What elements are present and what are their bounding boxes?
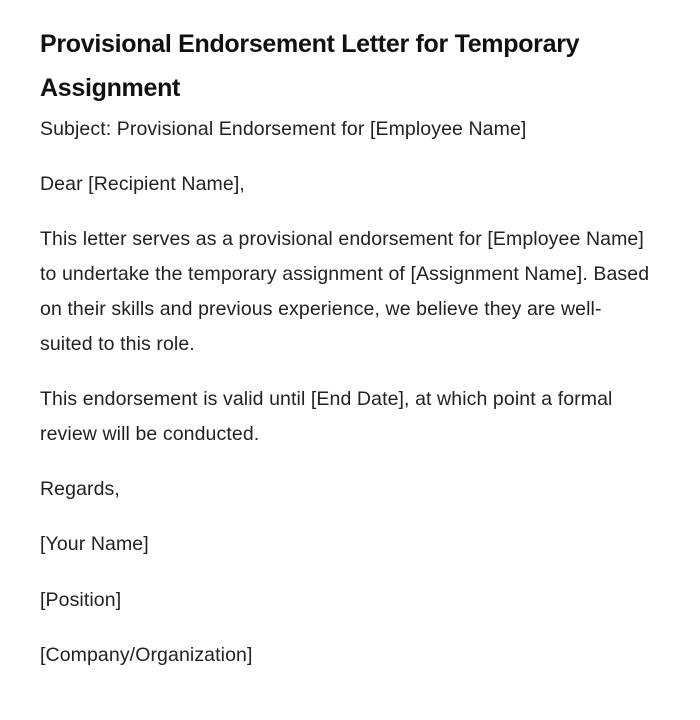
signature-position: [Position] (40, 589, 122, 611)
body-paragraph-1: This letter serves as a provisional endorsement for [Employee Name] to undertake the temporary assignment of [Assignment Name]. Based on their skills and previous experience, we believe they are well-suited to this role. (40, 228, 650, 355)
subject-line: Subject: Provisional Endorsement for [Employee Name] (40, 118, 527, 140)
body-paragraph-2: This endorsement is valid until [End Date], at which point a formal review will be conducted. (40, 388, 613, 445)
letter-title: Provisional Endorsement Letter for Temporary Assignment (40, 30, 580, 102)
letter-document (40, 22, 650, 673)
closing: Regards, (40, 478, 120, 500)
signature-name: [Your Name] (40, 533, 149, 555)
salutation: Dear [Recipient Name], (40, 173, 245, 195)
signature-company: [Company/Organization] (40, 644, 253, 666)
